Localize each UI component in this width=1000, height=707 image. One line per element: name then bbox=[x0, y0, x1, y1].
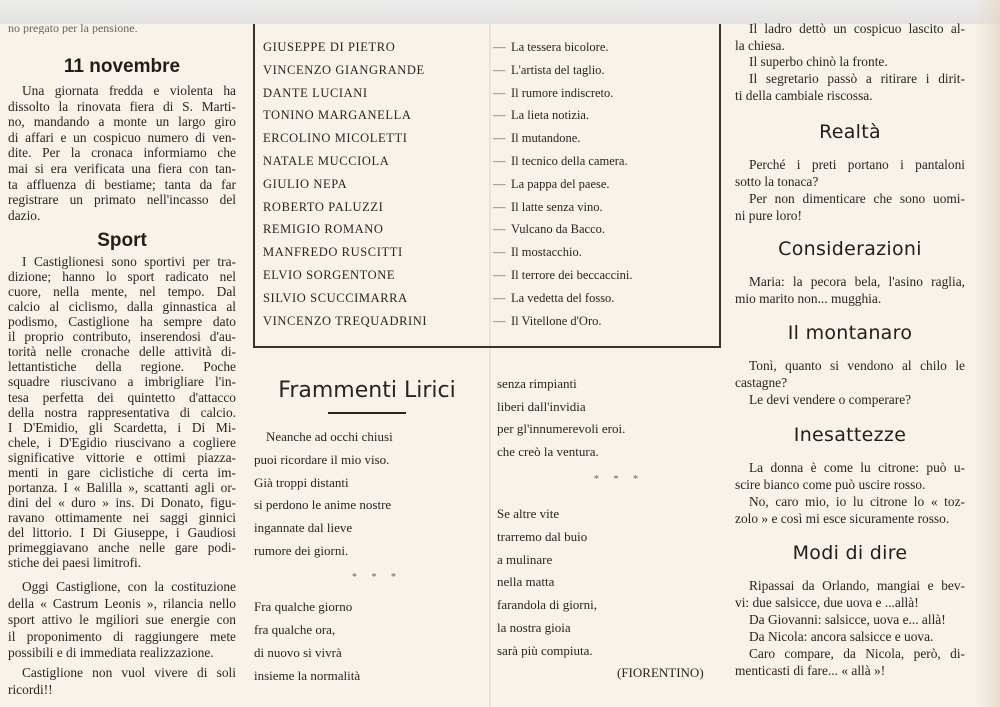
section-heading: Considerazioni bbox=[778, 238, 922, 260]
text-line: registrare un primato nell'incasso del bbox=[8, 192, 236, 208]
text-line: mio marito non... mugghia. bbox=[735, 290, 882, 306]
person-name: SILVIO SCUCCIMARRA bbox=[263, 290, 408, 305]
text-line: Da Giovanni: salsicce, uova e... allà! bbox=[749, 612, 946, 627]
dash: — bbox=[493, 131, 506, 146]
text-line: zolo » e così mi esce sicuramente rosso. bbox=[735, 510, 950, 526]
stanza-separator: * * * bbox=[594, 474, 644, 485]
poem-line: ingannate dal lieve bbox=[254, 520, 353, 536]
text-line: calcio al ciclismo, dalla ginnastica al bbox=[8, 299, 236, 315]
nickname-row bbox=[255, 219, 719, 239]
dash: — bbox=[493, 108, 506, 123]
nickname: L'artista del taglio. bbox=[511, 62, 605, 77]
person-name: VINCENZO TREQUADRINI bbox=[263, 313, 428, 328]
text-line: della « Castrum Leonis », rilancia nello bbox=[8, 595, 236, 611]
person-name: NATALE MUCCIOLA bbox=[263, 154, 390, 168]
dash: — bbox=[493, 62, 506, 77]
nickname: Il mostacchio. bbox=[511, 245, 582, 260]
person-name: MANFREDO RUSCITTI bbox=[263, 245, 403, 260]
text-line: Il superbo chinò la fronte. bbox=[749, 54, 888, 70]
nickname-row bbox=[255, 242, 719, 262]
stanza-separator: * * * bbox=[352, 572, 402, 583]
section-heading: Il montanaro bbox=[787, 322, 913, 344]
text-line: menti in gare ciclistiche di certa im- bbox=[8, 464, 236, 480]
section-heading: Inesattezze bbox=[793, 424, 907, 446]
nickname: Il mutandone. bbox=[511, 131, 581, 146]
text-line: il proponimento di raggiungere mete bbox=[8, 628, 236, 644]
text-line: dizione; hanno lo sport radicato nel bbox=[8, 269, 236, 285]
poem-line: Già troppi distanti bbox=[254, 474, 349, 490]
nicknames-box bbox=[253, 24, 721, 348]
text-line: Maria: la pecora bela, l'asino raglia, bbox=[749, 274, 965, 289]
poem-title-rule bbox=[328, 412, 406, 414]
dash: — bbox=[493, 290, 506, 305]
text-line: ti della cambiale riscossa. bbox=[735, 87, 873, 103]
person-name: VINCENZO GIANGRANDE bbox=[263, 62, 425, 77]
dash: — bbox=[493, 222, 506, 237]
text-line: la chiesa. bbox=[735, 37, 785, 53]
text-line: Ripassai da Orlando, mangiai e bev- bbox=[749, 578, 965, 593]
text-line: dissolto la rinovata fiera di S. Marti- bbox=[8, 98, 236, 114]
text-line: ta affluenza di bestiame; tanta da far bbox=[8, 176, 236, 192]
nickname-row bbox=[255, 105, 719, 125]
text-line: Da Nicola: ancora salsicce e uova. bbox=[749, 629, 934, 644]
text-line: torità nelle cronache delle attività di- bbox=[8, 344, 236, 360]
text-line: Perché i preti portano i pantaloni bbox=[749, 157, 965, 172]
nickname-row bbox=[255, 83, 719, 103]
text-line: Oggi Castiglione, con la costituzione bbox=[22, 579, 236, 594]
nickname: La pappa del paese. bbox=[511, 176, 610, 191]
nickname: Il terrore dei beccaccini. bbox=[511, 268, 633, 282]
poem-line: trarremo dal buio bbox=[497, 528, 588, 544]
text-line: Per non dimenticare che sono uomi- bbox=[749, 191, 965, 206]
text-line: mai si era verificata una fiera con tan- bbox=[8, 161, 236, 176]
nickname: Il Vitellone d'Oro. bbox=[511, 313, 602, 328]
text-line: Caro compare, da Nicola, però, di- bbox=[749, 646, 965, 661]
nickname-row bbox=[255, 174, 719, 194]
text-line: primeggiavano anche nelle gare podi- bbox=[8, 540, 236, 556]
poem-author: (FIORENTINO) bbox=[617, 665, 704, 680]
person-name: ERCOLINO MICOLETTI bbox=[263, 131, 408, 146]
poem-line: Se altre vite bbox=[497, 506, 560, 521]
poem-line: che creò la ventura. bbox=[497, 444, 599, 460]
nickname-row bbox=[255, 265, 719, 285]
text-line: Il segretario passò a ritirare i dirit- bbox=[749, 71, 965, 87]
text-line: sotto la tonaca? bbox=[735, 173, 819, 189]
dash: — bbox=[493, 199, 506, 214]
person-name: ROBERTO PALUZZI bbox=[263, 199, 384, 214]
dash: — bbox=[493, 313, 506, 328]
text-line: menticasti di fare... « allà »! bbox=[735, 662, 886, 678]
text-line: I D'Emidio, gli Scardetta, i Di Mi- bbox=[8, 419, 236, 435]
nickname-row bbox=[255, 60, 719, 80]
nickname: Vulcano da Bacco. bbox=[511, 222, 606, 237]
text-line: castagne? bbox=[735, 374, 788, 390]
poem-line: di nuovo si vivrà bbox=[254, 645, 342, 660]
poem-line: puoi ricordare il mio viso. bbox=[254, 451, 390, 467]
poem-line: sarà più compiuta. bbox=[497, 642, 593, 658]
poem-line: rumore dei giorni. bbox=[254, 543, 349, 558]
poem-line: fra qualche ora, bbox=[254, 622, 336, 637]
person-name: GIULIO NEPA bbox=[263, 176, 348, 191]
text-line: ravano ottimamente nei saggi ginnici bbox=[8, 510, 236, 526]
text-line: lettantistiche della regione. Poche bbox=[8, 359, 236, 375]
text-line: del littorio. I Di Giuseppe, i Gaudiosi bbox=[8, 525, 236, 541]
nickname: La lieta notizia. bbox=[511, 108, 590, 123]
text-line: Il ladro dettò un cospicuo lascito al- bbox=[749, 21, 965, 36]
text-line: tesa perfetta dei quintetto d'attacco bbox=[8, 389, 236, 405]
dash: — bbox=[493, 245, 506, 260]
poem-line: a mulinare bbox=[497, 551, 553, 567]
poem-line: nella matta bbox=[497, 574, 555, 590]
text-line: cuore, nella mente, nel tempo. Dal bbox=[8, 284, 236, 300]
text-line: Castiglione non vuol vivere di soli bbox=[22, 665, 236, 680]
text-line: sport attivo le mgiliori sue energie con bbox=[8, 612, 236, 628]
section-heading: Modi di dire bbox=[792, 542, 908, 564]
poem-line: senza rimpianti bbox=[497, 376, 577, 391]
nickname-row bbox=[255, 311, 719, 331]
nickname-row bbox=[255, 128, 719, 148]
text-line: no, mandando a monte un largo giro bbox=[8, 114, 236, 130]
person-name: DANTE LUCIANI bbox=[263, 85, 368, 100]
text-line: chele, i D'Egidio riuscivano a cogliere bbox=[8, 434, 236, 450]
nickname: Il latte senza vino. bbox=[511, 199, 603, 214]
dash: — bbox=[493, 40, 506, 54]
text-line: La donna è come lu citrone: può u- bbox=[749, 460, 965, 475]
text-line: dini del « duro » ins. Di Donato, figu- bbox=[8, 494, 236, 510]
nickname: Il rumore indiscreto. bbox=[511, 85, 614, 100]
poem-title: Frammenti Lirici bbox=[278, 378, 456, 403]
paper-edge-shadow bbox=[975, 0, 1000, 707]
poem-line: si perdono le anime nostre bbox=[254, 497, 392, 513]
nickname-row bbox=[255, 151, 719, 171]
text-line: No, caro mio, io lu citrone lo « toz- bbox=[749, 494, 965, 509]
text-line: squadre riuscivano a imbrigliare l'in- bbox=[8, 374, 236, 390]
poem-line: la nostra gioia bbox=[497, 620, 571, 635]
person-name: GIUSEPPE DI PIETRO bbox=[263, 40, 396, 54]
text-line: dazio. bbox=[8, 207, 41, 223]
poem-line: Neanche ad occhi chiusi bbox=[266, 429, 393, 444]
poem-line: Fra qualche giorno bbox=[254, 599, 353, 614]
text-line: possibili e di immediata realizzazione. bbox=[8, 645, 214, 661]
text-line: scire bianco come può uscire rosso. bbox=[735, 476, 926, 492]
text-line: portanza. I « Balilla », scattanti agli or- bbox=[8, 479, 236, 495]
text-line: I Castiglionesi sono sportivi per tra- bbox=[22, 254, 236, 269]
person-name: TONINO MARGANELLA bbox=[263, 108, 412, 123]
text-line: della nostra rappresentativa di calcio. bbox=[8, 404, 236, 420]
nickname-row bbox=[255, 197, 719, 217]
section-heading: 11 novembre bbox=[63, 56, 181, 77]
text-line: dite. Per la cronaca informiamo che bbox=[8, 145, 236, 161]
text-line: vi: due salsicce, due uova e ...allà! bbox=[735, 594, 919, 610]
cut-off-line: no pregato per la pensione. bbox=[8, 24, 138, 34]
poem-line: insieme la normalità bbox=[254, 668, 361, 683]
poem-line: liberi dall'invidia bbox=[497, 398, 586, 414]
section-heading: Sport bbox=[97, 230, 147, 251]
text-line: podismo, Castiglione ha sempre dato bbox=[8, 314, 236, 330]
section-heading: Realtà bbox=[819, 121, 881, 143]
poem-line: per gl'innumerevoli eroi. bbox=[497, 421, 626, 437]
text-line: ni pure loro! bbox=[735, 207, 802, 223]
dash: — bbox=[493, 268, 506, 282]
person-name: ELVIO SORGENTONE bbox=[263, 268, 396, 282]
text-line: stiche dei paesi limitrofi. bbox=[8, 555, 142, 571]
nickname: La vedetta del fosso. bbox=[511, 290, 615, 305]
nickname: Il tecnico della camera. bbox=[511, 154, 628, 168]
text-line: di affari e un cospicuo numero di ven- bbox=[8, 129, 236, 145]
nickname-row bbox=[255, 37, 719, 57]
text-line: il proprio contributo, inserendosi d'au- bbox=[8, 329, 236, 345]
nickname-row bbox=[255, 288, 719, 308]
poem-line: farandola di giorni, bbox=[497, 597, 597, 613]
text-line: Tonì, quanto si vendono al chilo le bbox=[749, 358, 965, 373]
text-line: significative vittorie e ottimi piazza- bbox=[8, 449, 236, 465]
dash: — bbox=[493, 85, 506, 100]
text-line: Le devi vendere o comperare? bbox=[749, 392, 912, 407]
dash: — bbox=[493, 176, 506, 191]
person-name: REMIGIO ROMANO bbox=[263, 222, 384, 237]
dash: — bbox=[493, 154, 506, 168]
text-line: Una giornata fredda e violenta ha bbox=[22, 83, 236, 98]
nickname: La tessera bicolore. bbox=[511, 40, 609, 54]
text-line: ricordi!! bbox=[8, 681, 53, 697]
